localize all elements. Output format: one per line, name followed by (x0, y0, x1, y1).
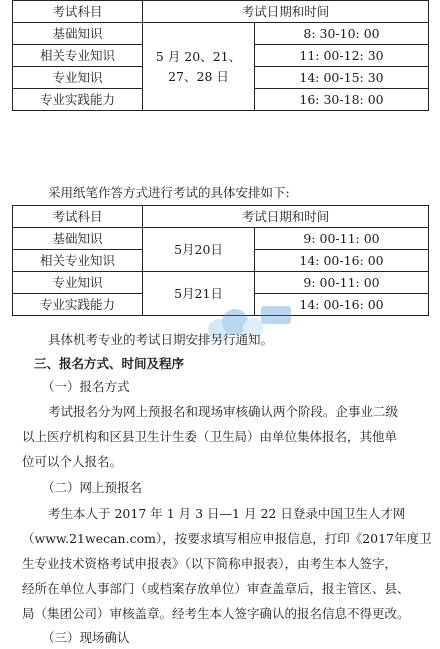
time-cell: 8: 30-10: 00 (255, 23, 429, 45)
section-3-title: 三、报名方式、时间及程序 (34, 356, 185, 371)
sub1-line-3: 位可以个人报名。 (22, 454, 123, 469)
date-line-1: 5 月 20、21、 (155, 48, 242, 64)
time-cell: 16: 30-18: 00 (255, 89, 429, 111)
time-cell: 11: 00-12: 30 (255, 45, 429, 67)
subject-cell: 专业实践能力 (13, 89, 143, 111)
subject-cell: 专业知识 (13, 272, 143, 294)
subject-cell: 基础知识 (13, 228, 143, 250)
date-cell (143, 23, 255, 111)
table-header-row (13, 1, 429, 23)
time-cell: 14: 00-16: 00 (255, 250, 429, 272)
sub2-line-4: 经所在单位人事部门（或档案存放单位）审查盖章后，报主管区、县、 (22, 581, 410, 596)
subject-cell: 相关专业知识 (13, 45, 143, 67)
sub2-line-5: 局（集团公司）审核盖章。经考生本人签字确认的报名信息不得更改。 (22, 606, 410, 621)
time-cell: 9: 00-11: 00 (255, 228, 429, 250)
sub1-line-2: 以上医疗机构和区县卫生计生委（卫生局）由单位集体报名，其他单 (22, 429, 398, 444)
sub2-line-1: 考生本人于 2017 年 1 月 3 日—1 月 22 日登录中国卫生人才网 (48, 506, 406, 521)
sub1-line-1: 考试报名分为网上预报名和现场审核确认两个阶段。企事业二级 (48, 404, 399, 419)
sub2-line-2: （www.21wecan.com），按要求填写相应申报信息，打印《2017年度卫 (22, 531, 432, 546)
subsection-3-title: （三）现场确认 (42, 630, 130, 645)
time-cell: 14: 00-15: 30 (255, 67, 429, 89)
header-time: 考试日期和时间 (143, 1, 429, 23)
subject-cell: 基础知识 (13, 23, 143, 45)
subsection-1-title: （一）报名方式 (42, 379, 130, 394)
subject-cell: 相关专业知识 (13, 250, 143, 272)
subsection-2-title: （二）网上预报名 (42, 480, 143, 495)
table-row (13, 272, 429, 294)
header-subject: 考试科目 (13, 206, 143, 228)
date-cell: 5月21日 (143, 272, 255, 316)
header-time: 考试日期和时间 (143, 206, 429, 228)
subject-cell: 专业实践能力 (13, 294, 143, 316)
date-cell: 5月20日 (143, 228, 255, 272)
date-line-2: 27、28 日 (168, 68, 229, 84)
table-row (13, 23, 429, 45)
sub2-line-3: 生专业技术资格考试申报表》（以下简称申报表），由考生本人签字， (22, 556, 398, 571)
time-cell: 14: 00-16: 00 (255, 294, 429, 316)
note-text: 具体机考专业的考试日期安排另行通知。 (48, 332, 274, 347)
table-header-row (13, 206, 429, 228)
table2-intro: 采用纸笔作答方式进行考试的具体安排如下: (48, 185, 290, 200)
subject-cell: 专业知识 (13, 67, 143, 89)
exam-schedule-table-paper (12, 205, 429, 316)
exam-schedule-table-computer (12, 0, 429, 111)
table-row (13, 228, 429, 250)
header-subject: 考试科目 (13, 1, 143, 23)
time-cell: 9: 00-11: 00 (255, 272, 429, 294)
